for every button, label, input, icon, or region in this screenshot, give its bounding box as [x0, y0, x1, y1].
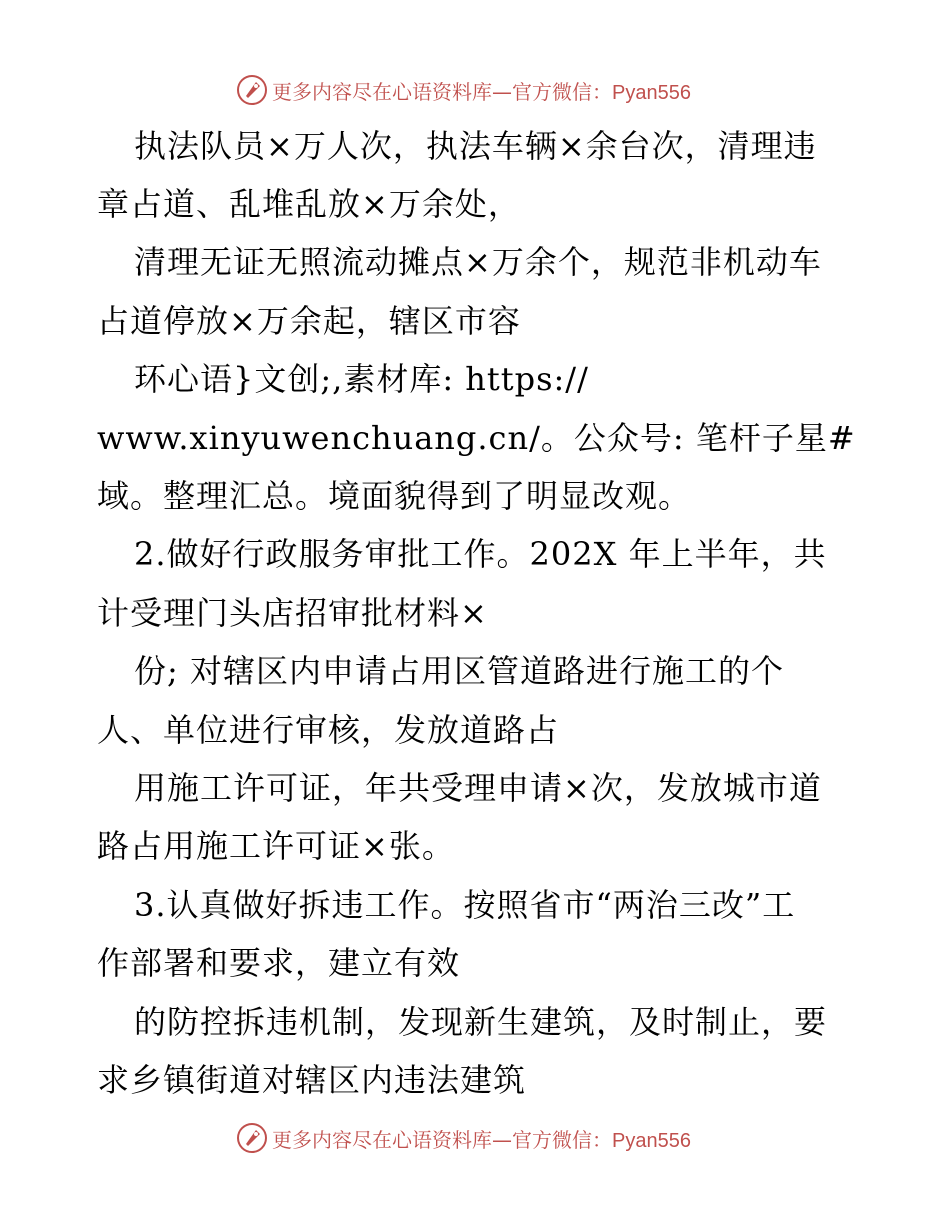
text-line: 计受理门头店招审批材料×: [97, 594, 488, 632]
banner-separator: —: [492, 80, 512, 104]
text-line: 环心语}文创;,素材库: https://: [134, 360, 589, 398]
footer-banner: [0, 1120, 950, 1160]
text-line: www.xinyuwenchuang.cn/。公众号: 笔杆子星#: [97, 419, 856, 457]
text-line: 人、单位进行审核，发放道路占: [97, 711, 560, 749]
text-line: 的防控拆违机制，发现新生建筑，及时制止，要: [134, 1003, 828, 1041]
banner-handle: Pyan556: [612, 1130, 691, 1152]
text-line: 份; 对辖区内申请占用区管道路进行施工的个: [134, 652, 784, 690]
banner-slogan: 更多内容尽在心语资料库: [272, 1128, 492, 1152]
text-line: 域。整理汇总。境面貌得到了明显改观。: [97, 477, 692, 515]
pen-nib-logo-icon: [236, 1122, 268, 1154]
text-line: 3.认真做好拆违工作。按照省市“两治三改”工: [134, 886, 796, 924]
text-line: 用施工许可证，年共受理申请×次，发放城市道: [134, 769, 822, 807]
text-line: 章占道、乱堆乱放×万余处，: [97, 185, 521, 223]
pen-nib-logo-icon: [236, 74, 268, 106]
banner-official-label: 官方微信：: [512, 80, 612, 104]
text-line: 清理无证无照流动摊点×万余个，规范非机动车: [134, 243, 822, 281]
banner-separator: —: [492, 1128, 512, 1152]
text-line: 占道停放×万余起，辖区市容: [97, 302, 521, 340]
text-line: 求乡镇街道对辖区内违法建筑: [97, 1061, 527, 1099]
banner-text: [272, 1128, 691, 1153]
banner-official-label: 官方微信：: [512, 1128, 612, 1152]
text-line: 作部署和要求，建立有效: [97, 944, 461, 982]
header-banner: [0, 72, 950, 112]
text-line: 2.做好行政服务审批工作。202X 年上半年，共: [134, 535, 827, 573]
banner-handle: Pyan556: [612, 82, 691, 104]
text-line: 执法队员×万人次，执法车辆×余台次，清理违: [134, 127, 817, 165]
banner-text: [272, 80, 691, 105]
text-line: 路占用施工许可证×张。: [97, 827, 455, 865]
banner-slogan: 更多内容尽在心语资料库: [272, 80, 492, 104]
